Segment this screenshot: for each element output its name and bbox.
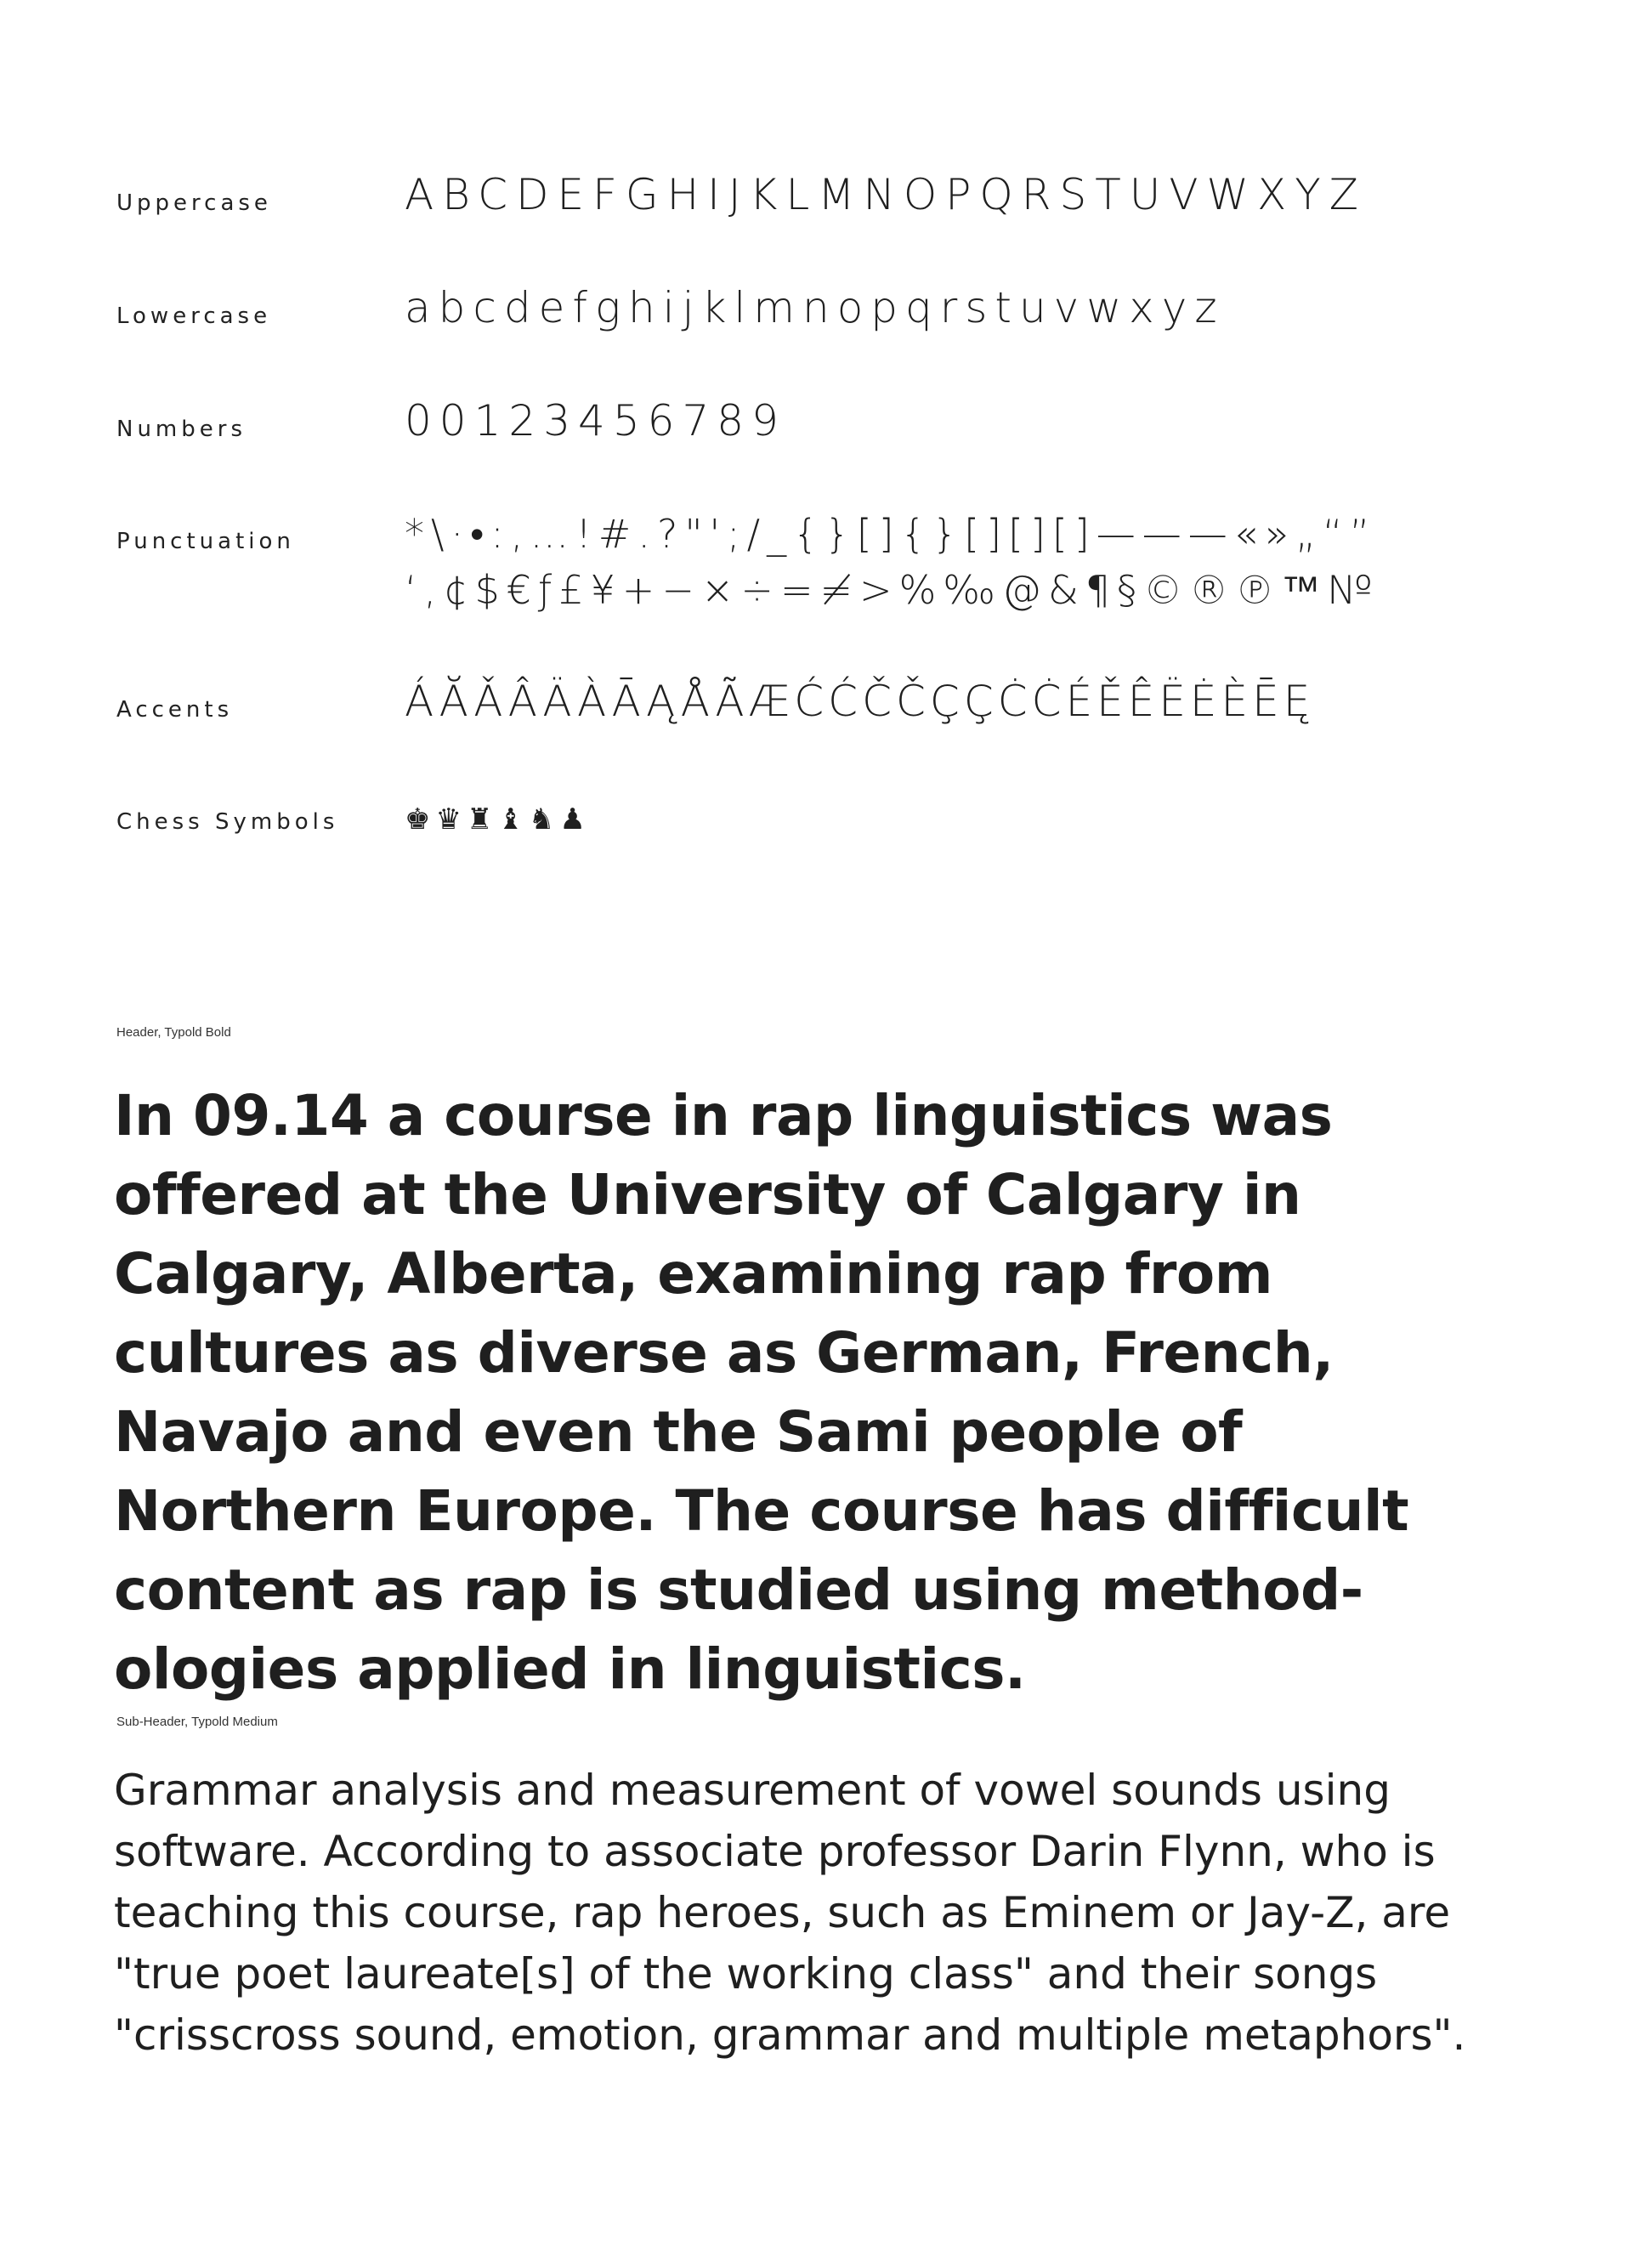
chess-symbols-glyphs: ♚♛♜♝♞♟ [405, 802, 591, 836]
chess-symbols-label: Chess Symbols [116, 809, 339, 835]
header-caption: Header, Typold Bold [116, 1025, 231, 1040]
uppercase-label: Uppercase [116, 190, 272, 216]
header-sample-text: In 09.14 a course in rap linguistics was offered at the University of Calgary in Calgary, Alberta, examining rap from cultures as diverse as German, French, Navajo and even the Sami people of Northern Europe. The course has difficult content as rap is studied using method-ologies applied in linguistics. [114, 1083, 1409, 1702]
accents-label: Accents [116, 697, 234, 723]
accents-glyphs: ÁĂǍÂÄÀĀĄÅÃÆĆĆČČÇÇĊĊÉĚÊËĖÈĒĘ [405, 677, 1315, 726]
lowercase-label: Lowercase [116, 303, 272, 329]
subheader-caption: Sub-Header, Typold Medium [116, 1715, 278, 1729]
punctuation-label: Punctuation [116, 529, 295, 554]
numbers-glyphs: 00123456789 [405, 396, 786, 445]
lowercase-glyphs: abcdefghijklmnopqrstuvwxyz [405, 283, 1225, 332]
numbers-label: Numbers [116, 417, 246, 442]
subheader-sample-text: Grammar analysis and measurement of vowel sounds using software. According to associate professor Darin Flynn, who is teaching this course, rap heroes, such as Eminem or Jay-Z, are "true poet laureate[s] of the working class" and their songs "crisscross sound, emotion, grammar and multiple metaphors". [114, 1766, 1466, 2060]
uppercase-glyphs: ABCDEFGHIJKLMNOPQRSTUVWXYZ [405, 170, 1368, 219]
punctuation-glyphs-line-2: ‘,¢$€ƒ£¥+−×÷=≠>%‰@&¶§©®℗™№ [405, 567, 1380, 613]
punctuation-glyphs-line-1: *\·•:,…!#.?"';/_{}[]{}[][][]———«»„“” [405, 511, 1377, 557]
